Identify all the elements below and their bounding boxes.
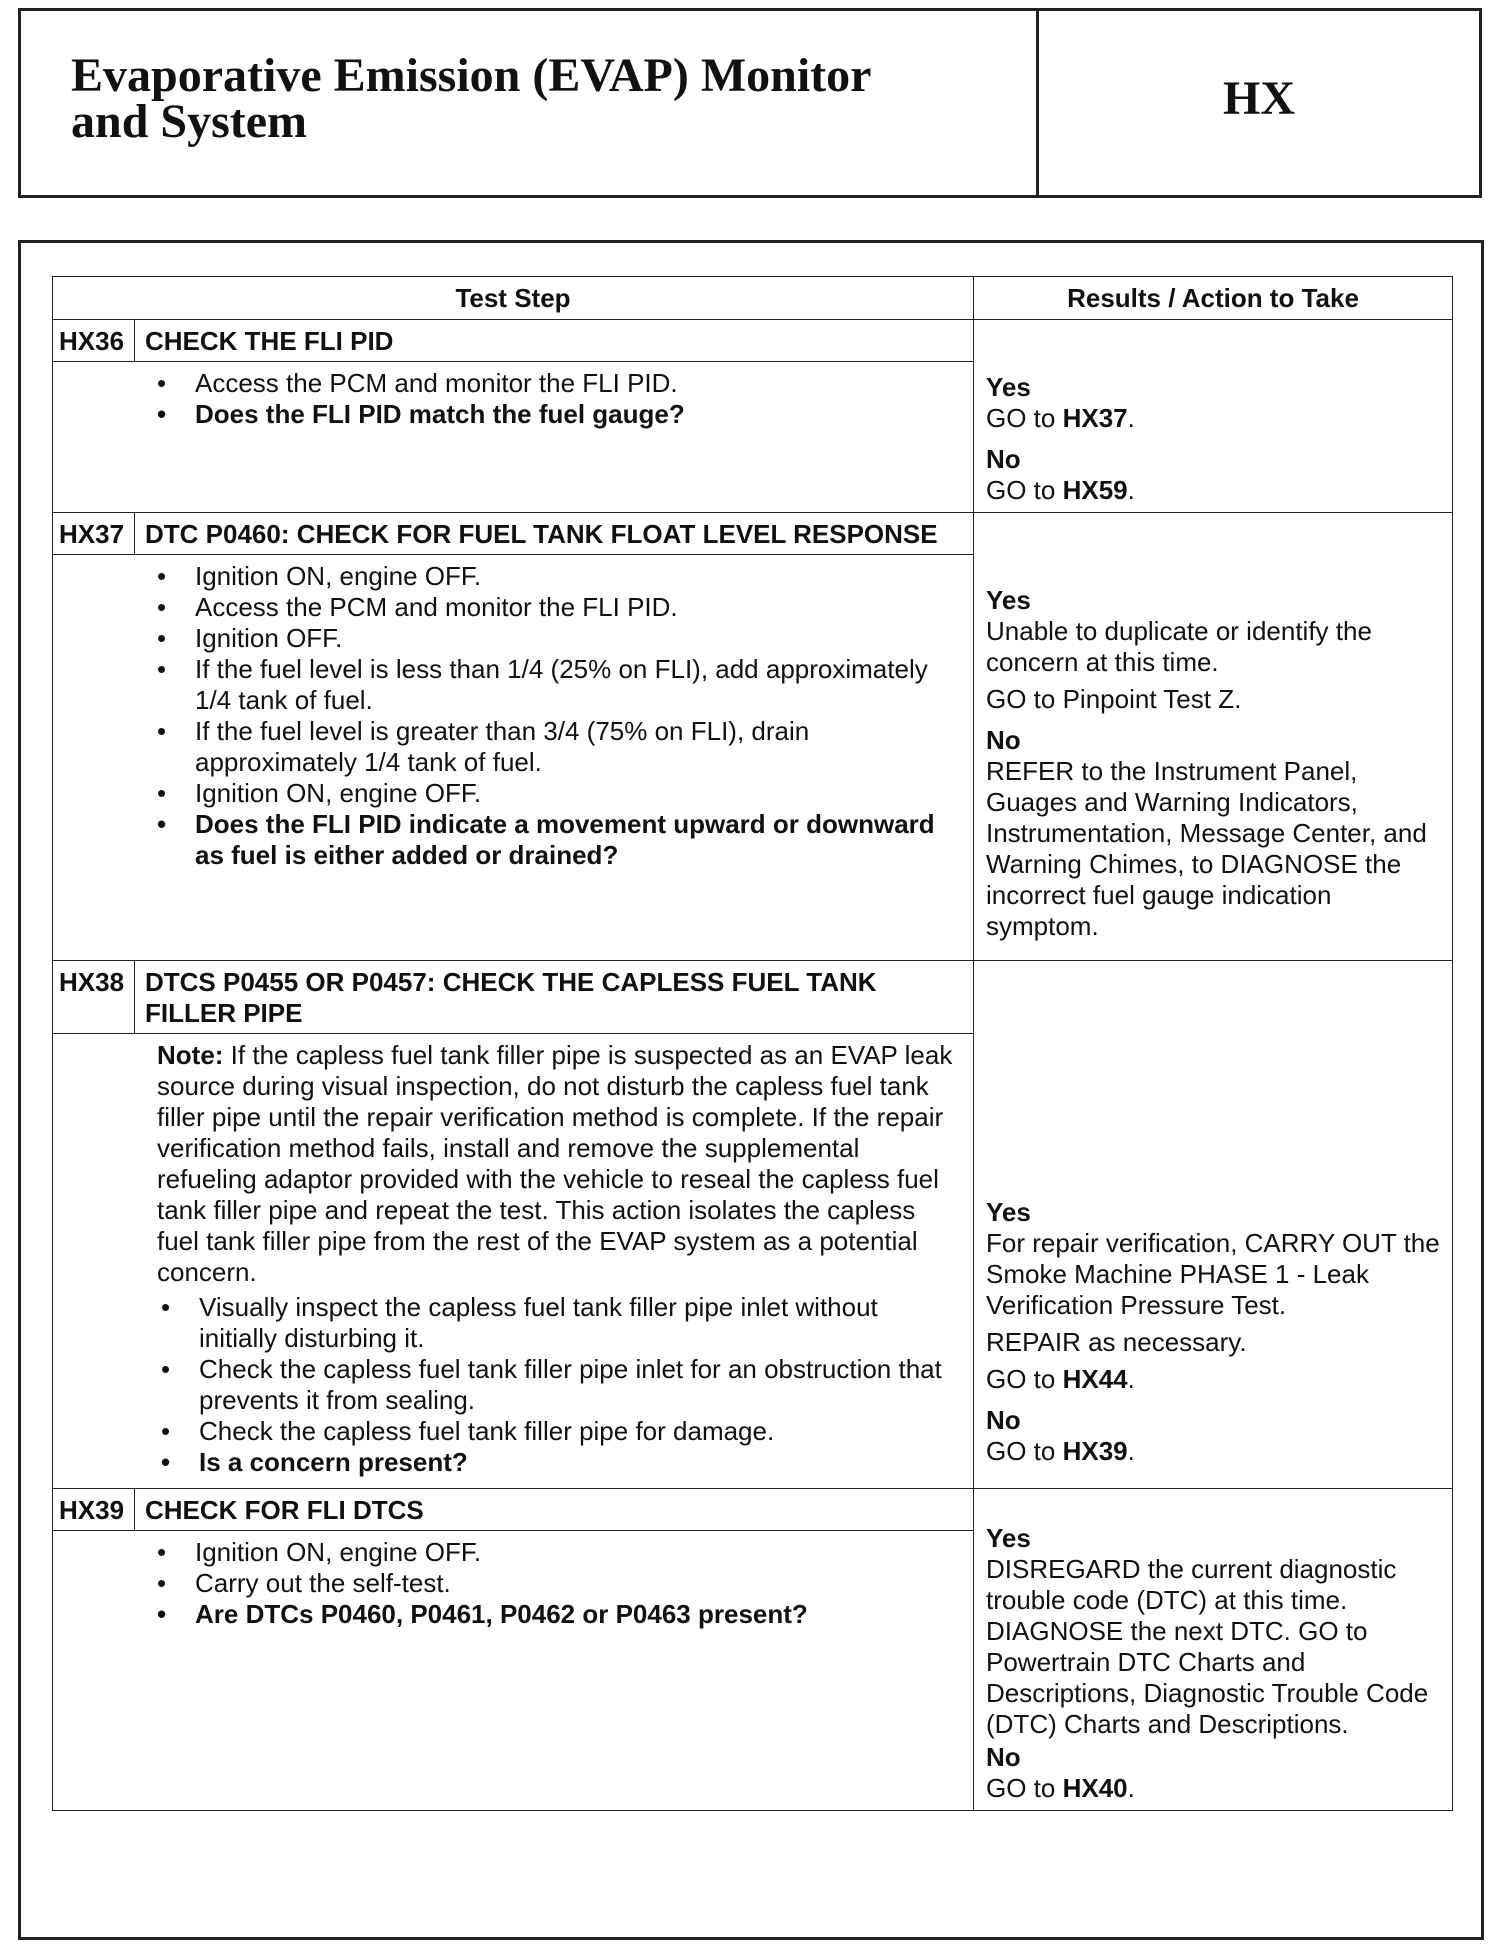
table-row-hx39 bbox=[53, 1489, 1453, 1811]
col-header-results: Results / Action to Take bbox=[974, 277, 1453, 320]
page-title bbox=[21, 11, 1039, 195]
go-to-text: GO to bbox=[986, 1364, 1056, 1394]
note-label: Note: bbox=[157, 1040, 224, 1070]
step-bullet: • Check the capless fuel tank filler pipe for damage. bbox=[157, 1416, 953, 1447]
step-link-hx44[interactable]: HX44 bbox=[1062, 1364, 1128, 1394]
no-label: No bbox=[986, 444, 1021, 474]
no-label: No bbox=[986, 1742, 1021, 1772]
step-link-hx59[interactable]: HX59 bbox=[1062, 475, 1128, 505]
no-label: No bbox=[986, 1405, 1021, 1435]
yes-label: Yes bbox=[986, 372, 1031, 402]
table-row-hx36 bbox=[53, 320, 1453, 513]
result-cell-hx39: Yes DISREGARD the current diagnostic trouble code (DTC) at this time. DIAGNOSE the next DTC. GO to Powertrain DTC Charts and Descriptions, Diagnostic Trouble Code (DTC) Charts and Descriptions. No GO to HX40. bbox=[974, 1489, 1453, 1811]
step-bullet: • Access the PCM and monitor the FLI PID. bbox=[153, 368, 953, 399]
no-label: No bbox=[986, 725, 1021, 755]
title-line-2: and System bbox=[71, 95, 308, 148]
step-bullet: • Carry out the self-test. bbox=[153, 1568, 953, 1599]
yes-action: DISREGARD the current diagnostic trouble code (DTC) at this time. DIAGNOSE the next DTC. GO to Powertrain DTC Charts and Descriptions, Diagnostic Trouble Code (DTC) Charts and Descriptions. bbox=[986, 1554, 1429, 1739]
step-cell-hx38 bbox=[53, 961, 974, 1489]
step-note bbox=[157, 1040, 953, 1288]
section-code: HX bbox=[1223, 71, 1295, 125]
table-header-row bbox=[53, 277, 1453, 320]
step-cell-hx37 bbox=[53, 513, 974, 961]
yes-label: Yes bbox=[986, 1197, 1031, 1227]
step-title: DTC P0460: CHECK FOR FUEL TANK FLOAT LEVEL RESPONSE bbox=[145, 519, 938, 549]
result-cell-hx38: Yes For repair verification, CARRY OUT the Smoke Machine PHASE 1 - Leak Verification Pressure Test. REPAIR as necessary. GO to HX44. No GO to HX39. bbox=[974, 961, 1453, 1489]
step-bullet: • Access the PCM and monitor the FLI PID. bbox=[153, 592, 953, 623]
step-id: HX37 bbox=[53, 513, 135, 554]
step-id: HX39 bbox=[53, 1489, 135, 1530]
step-cell-hx36 bbox=[53, 320, 974, 513]
go-to-text: GO to bbox=[986, 475, 1056, 505]
step-bullet: • Visually inspect the capless fuel tank filler pipe inlet without initially disturbing it. bbox=[157, 1292, 953, 1354]
table-row-hx37 bbox=[53, 513, 1453, 961]
step-bullet: • If the fuel level is less than 1/4 (25% on FLI), add approximately 1/4 tank of fuel. bbox=[153, 654, 953, 716]
yes-label: Yes bbox=[986, 1523, 1031, 1553]
step-bullet: • If the fuel level is greater than 3/4 (75% on FLI), drain approximately 1/4 tank of fuel. bbox=[153, 716, 953, 778]
step-bullet: • Ignition ON, engine OFF. bbox=[153, 1537, 953, 1568]
step-question: • Does the FLI PID indicate a movement upward or downward as fuel is either added or drained? bbox=[153, 809, 953, 871]
step-link-hx40[interactable]: HX40 bbox=[1062, 1773, 1128, 1803]
yes-action: For repair verification, CARRY OUT the Smoke Machine PHASE 1 - Leak Verification Pressure Test. bbox=[986, 1228, 1440, 1320]
step-bullet: • Ignition ON, engine OFF. bbox=[153, 561, 953, 592]
col-header-test-step: Test Step bbox=[53, 277, 974, 320]
step-link-hx39[interactable]: HX39 bbox=[1062, 1436, 1128, 1466]
go-to-text: GO to bbox=[986, 1436, 1056, 1466]
table-row-hx38 bbox=[53, 961, 1453, 1489]
title-line-1: Evaporative Emission (EVAP) Monitor bbox=[71, 49, 872, 102]
step-link-hx37[interactable]: HX37 bbox=[1062, 403, 1128, 433]
step-question: • Are DTCs P0460, P0461, P0462 or P0463 present? bbox=[153, 1599, 953, 1630]
step-cell-hx39 bbox=[53, 1489, 974, 1811]
step-id: HX38 bbox=[53, 961, 135, 1033]
step-bullet: • Ignition OFF. bbox=[153, 623, 953, 654]
step-bullet: • Check the capless fuel tank filler pipe inlet for an obstruction that prevents it from sealing. bbox=[157, 1354, 953, 1416]
result-cell-hx37 bbox=[974, 513, 1453, 961]
result-cell-hx36: Yes GO to HX37. No GO to HX59. bbox=[974, 320, 1453, 513]
step-title: DTCS P0455 OR P0457: CHECK THE CAPLESS FUEL TANK FILLER PIPE bbox=[145, 967, 877, 1028]
go-to-pinpoint-test-z[interactable]: GO to Pinpoint Test Z. bbox=[986, 684, 1242, 714]
note-text: If the capless fuel tank filler pipe is suspected as an EVAP leak source during visual inspection, do not disturb the capless fuel tank filler pipe until the repair verification method is complete. If the repair verification method fails, install and remove the supplemental refueling adaptor provided with the vehicle to reseal the capless fuel tank filler pipe and repeat the test. This action isolates the capless fuel tank filler pipe from the rest of the EVAP system as a potential concern. bbox=[157, 1040, 953, 1287]
go-to-text: GO to bbox=[986, 403, 1056, 433]
yes-label: Yes bbox=[986, 585, 1031, 615]
step-bullet: • Ignition ON, engine OFF. bbox=[153, 778, 953, 809]
step-title: CHECK FOR FLI DTCS bbox=[145, 1495, 424, 1525]
test-step-table bbox=[52, 276, 1453, 1811]
repair-action: REPAIR as necessary. bbox=[986, 1327, 1247, 1357]
step-question: • Does the FLI PID match the fuel gauge? bbox=[153, 399, 953, 430]
no-action: REFER to the Instrument Panel, Guages and Warning Indicators, Instrumentation, Message Center, and Warning Chimes, to DIAGNOSE the incorrect fuel gauge indication symptom. bbox=[986, 756, 1427, 941]
go-to-text: GO to bbox=[986, 1773, 1056, 1803]
step-id: HX36 bbox=[53, 320, 135, 361]
page-header bbox=[18, 8, 1482, 198]
yes-action: Unable to duplicate or identify the concern at this time. bbox=[986, 616, 1372, 677]
step-title: CHECK THE FLI PID bbox=[145, 326, 394, 356]
step-question: • Is a concern present? bbox=[157, 1447, 953, 1478]
